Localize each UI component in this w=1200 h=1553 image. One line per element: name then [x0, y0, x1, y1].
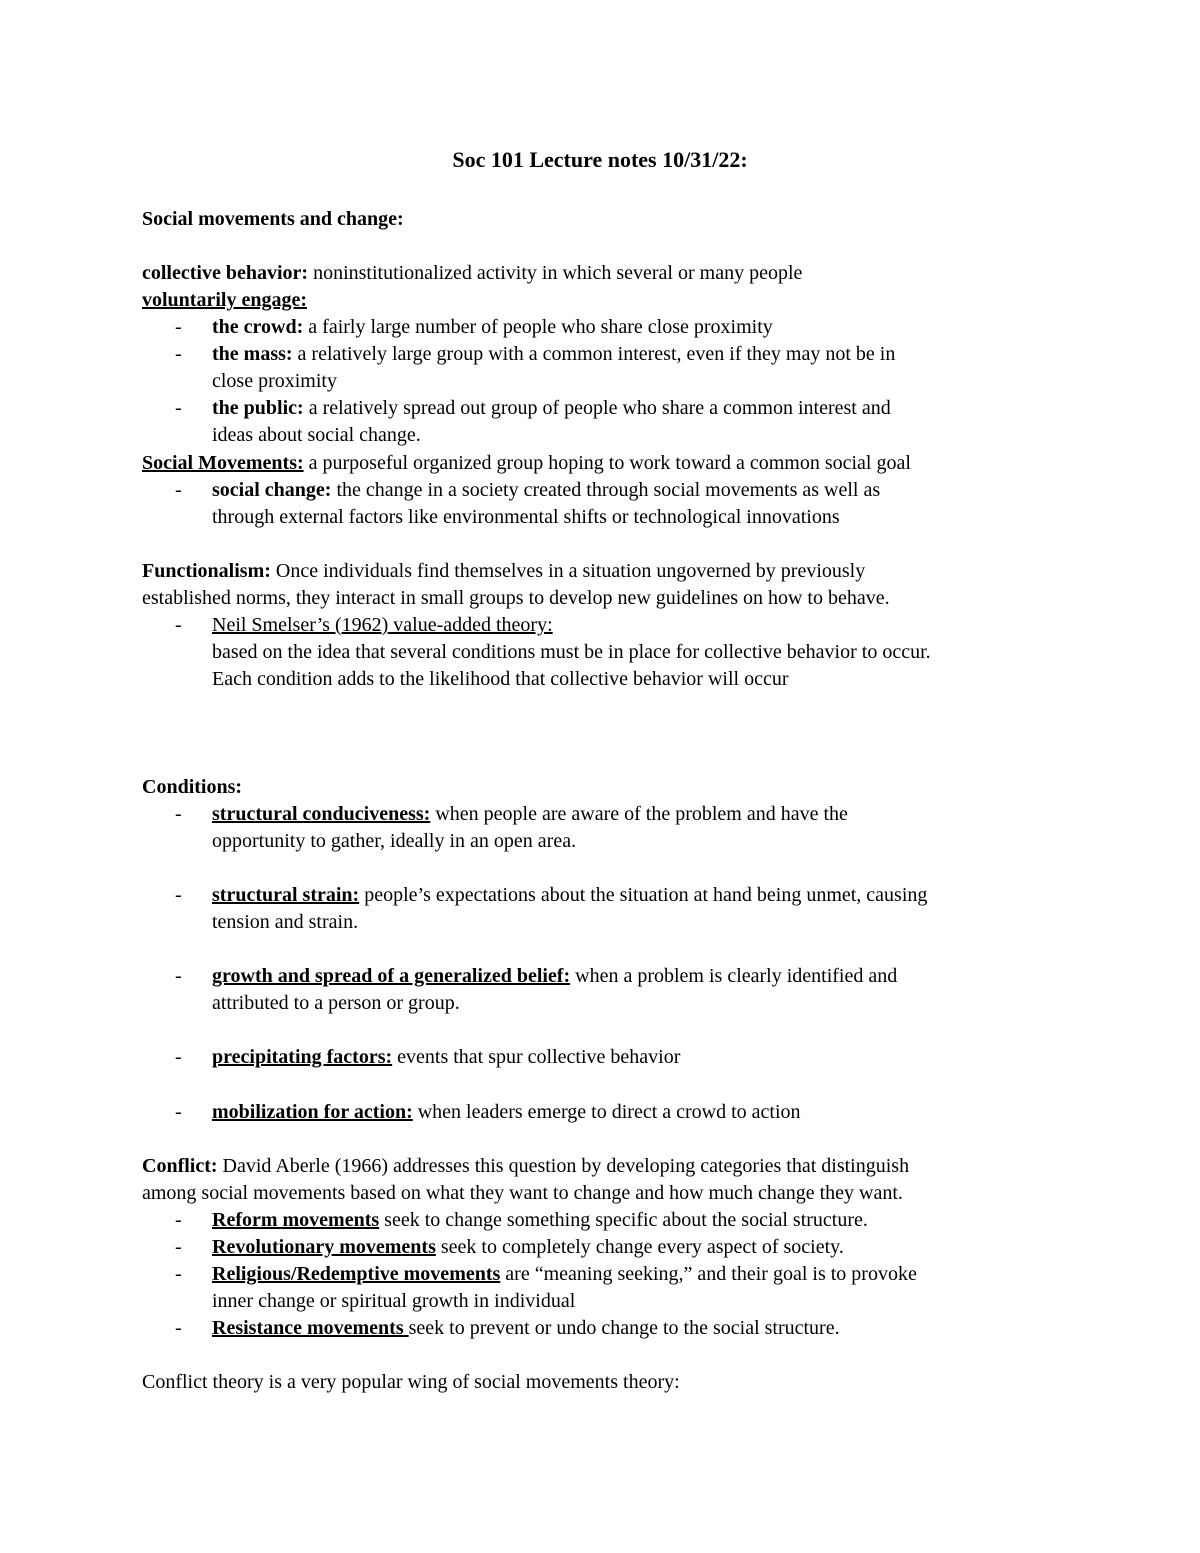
term: precipitating factors:: [212, 1046, 393, 1068]
definition-continuation: close proximity: [212, 370, 337, 392]
section-heading: Social movements and change:: [142, 208, 404, 230]
smelser-theory-text: based on the idea that several conditions must be in place for collective behavior to occur.: [212, 641, 931, 663]
term: the public:: [212, 397, 304, 419]
dash-bullet: -: [175, 1101, 182, 1123]
definition-text: seek to prevent or undo change to the social structure.: [408, 1317, 840, 1339]
definition-text: when a problem is clearly identified and: [570, 965, 898, 987]
term: Revolutionary movements: [212, 1236, 436, 1258]
dash-bullet: -: [175, 343, 182, 365]
functionalism-paragraph-continuation: established norms, they interact in small groups to develop new guidelines on how to behave.: [142, 587, 890, 609]
term: the crowd:: [212, 316, 304, 338]
dash-bullet: -: [175, 614, 182, 636]
closing-paragraph: Conflict theory is a very popular wing of social movements theory:: [142, 1371, 680, 1393]
dash-bullet: -: [175, 1209, 182, 1231]
collective-behavior-definition: [142, 260, 802, 287]
term: Functionalism:: [142, 560, 271, 582]
definition-text: a fairly large number of people who share close proximity: [303, 316, 773, 338]
definition-text: when people are aware of the problem and have the: [430, 803, 848, 825]
social-movements-definition: [142, 450, 911, 477]
dash-bullet: -: [175, 884, 182, 906]
definition-continuation: ideas about social change.: [212, 424, 421, 446]
dash-bullet: -: [175, 803, 182, 825]
page-title: Soc 101 Lecture notes 10/31/22:: [452, 147, 748, 172]
term: social change:: [212, 479, 332, 501]
definition-text: a purposeful organized group hoping to work toward a common social goal: [303, 452, 911, 474]
dash-bullet: -: [175, 1263, 182, 1285]
definition-continuation: opportunity to gather, ideally in an open area.: [212, 830, 577, 852]
definition-continuation: inner change or spiritual growth in individual: [212, 1290, 576, 1312]
conflict-paragraph: [142, 1153, 909, 1180]
definition-text: events that spur collective behavior: [392, 1046, 681, 1068]
term: growth and spread of a generalized belief:: [212, 965, 571, 987]
definition-text: a relatively large group with a common interest, even if they may not be in: [292, 343, 896, 365]
dash-bullet: -: [175, 1236, 182, 1258]
definition-text: seek to change something specific about the social structure.: [379, 1209, 868, 1231]
term: mobilization for action:: [212, 1101, 413, 1123]
dash-bullet: -: [175, 965, 182, 987]
dash-bullet: -: [175, 479, 182, 501]
term: Religious/Redemptive movements: [212, 1263, 501, 1285]
dash-bullet: -: [175, 1317, 182, 1339]
definition-text: a relatively spread out group of people who share a common interest and: [303, 397, 891, 419]
term: Reform movements: [212, 1209, 380, 1231]
definition-text: people’s expectations about the situation at hand being unmet, causing: [359, 884, 928, 906]
term: collective behavior:: [142, 262, 309, 284]
term: the mass:: [212, 343, 293, 365]
definition-continuation: tension and strain.: [212, 911, 359, 933]
term: structural conduciveness:: [212, 803, 431, 825]
definition-text: when leaders emerge to direct a crowd to action: [412, 1101, 801, 1123]
paragraph-text: David Aberle (1966) addresses this question by developing categories that distinguish: [217, 1155, 910, 1177]
voluntarily-engage-term: voluntarily engage:: [142, 289, 307, 311]
definition-text: noninstitutionalized activity in which several or many people: [308, 262, 803, 284]
definition-continuation: through external factors like environmental shifts or technological innovations: [212, 506, 840, 528]
conflict-paragraph-continuation: among social movements based on what they want to change and how much change they want.: [142, 1182, 903, 1204]
term: Conflict:: [142, 1155, 218, 1177]
smelser-theory-text: Each condition adds to the likelihood that collective behavior will occur: [212, 668, 789, 690]
definition-continuation: attributed to a person or group.: [212, 992, 460, 1014]
smelser-theory-title: Neil Smelser’s (1962) value-added theory:: [212, 614, 553, 636]
dash-bullet: -: [175, 316, 182, 338]
definition-text: are “meaning seeking,” and their goal is to provoke: [500, 1263, 917, 1285]
term: structural strain:: [212, 884, 360, 906]
functionalism-paragraph: [142, 558, 865, 585]
dash-bullet: -: [175, 1046, 182, 1068]
term: Resistance movements: [212, 1317, 409, 1339]
term: Social Movements:: [142, 452, 304, 474]
definition-text: the change in a society created through social movements as well as: [331, 479, 881, 501]
conditions-heading: Conditions:: [142, 776, 243, 798]
paragraph-text: Once individuals find themselves in a situation ungoverned by previously: [270, 560, 866, 582]
dash-bullet: -: [175, 397, 182, 419]
definition-text: seek to completely change every aspect of society.: [435, 1236, 844, 1258]
